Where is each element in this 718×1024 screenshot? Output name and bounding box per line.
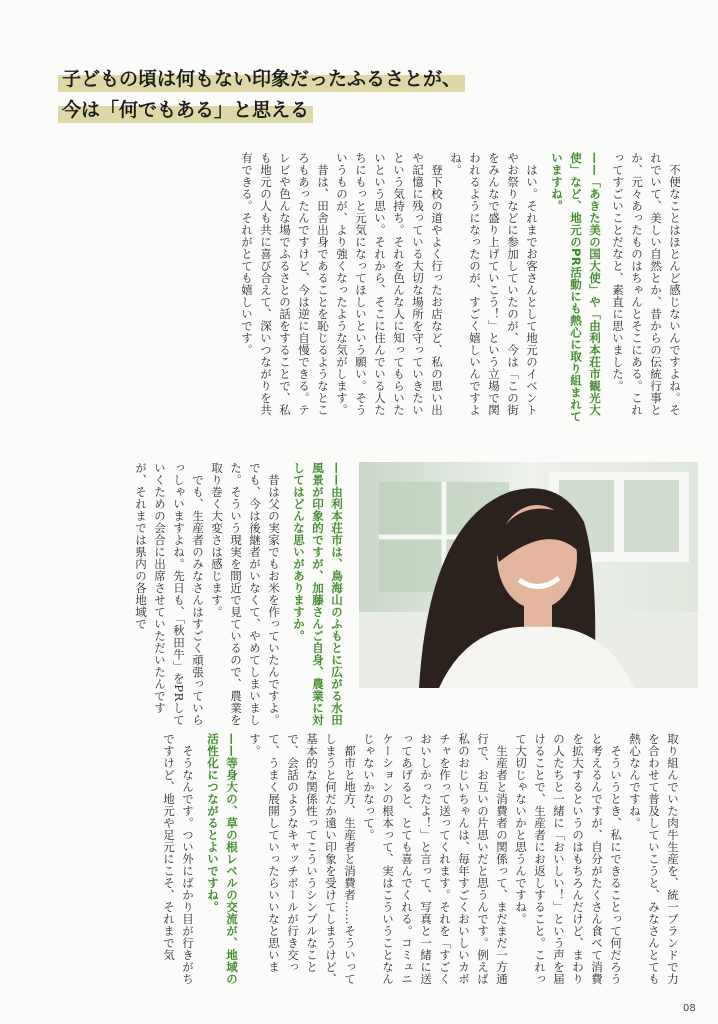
lower-paragraph: そういうとき、私にできることって何だろうと考えるんですが、自分がたくさん食べて消費を拡大するというのはもちろんだけど、まわりの人たちと一緒に「おいしい！」という声を届けることで、生産者にお返しすること。これって大切じゃないかと思うんですね。 xyxy=(514,733,623,985)
upper-paragraph: はい。それまでお客さんとして地元のイベントやお祭りなどに参加していたのが、今は「この街をみんなで盛り上げていこう！」という立場で関われるようになったのが、すごく嬉しいんですよね。 xyxy=(449,152,539,416)
upper-paragraph: 登下校の道やよく行ったお店など、私の思い出や記憶に残っている大切な場所を守っていきたいという気持ち。それを色んな人に知ってもらいたいという思い。それから、そこに住んでいる人たちにもっと元気になってほしいという願い。そういうものが、より強くなったような気がします。 xyxy=(335,152,444,416)
lower-paragraph: 取り組んでいた肉牛生産を、統一ブランドで力を合わせて普及していこうと、みなさんとても熱心なんですね。 xyxy=(628,733,680,985)
upper-paragraph: 不便なことはほとんど感じないんですよね。それでいて、美しい自然とか、昔からの伝統行事とか、元々あったものはちゃんとそこにある。これってすごいことだなと、素直に思いました。 xyxy=(611,152,682,416)
upper-text-column xyxy=(70,152,684,424)
lower-paragraph: 都市と地方、生産者と消費者……そういってしまうと何だか遠い印象を受けてしまうけど、基本的な関係性ってこういうシンプルなことで、会話のようなキャッチボールが行き交って、うまく展開していったらいいなと思います。 xyxy=(248,733,357,985)
middle-paragraph: 昔は父の実家でもお米を作っていたんですよ。でも、今は後継者がいなくて、やめてしまいました。そういう現実を間近で見ているので、農業を取り巻く大変さは感じます。 xyxy=(210,462,281,726)
lower-text-column xyxy=(150,733,682,995)
portrait-photo xyxy=(359,462,698,688)
interview-question: ——由利本荘市は、鳥海山のふもとに広がる水田風景が印象的ですが、加藤さんご自身、農業に対してはどんな思いがありますか。 xyxy=(292,462,344,726)
lower-paragraph: そうなんです。つい外にばかり目が行きがちですけど、地元や足元にこそ、それまで気 xyxy=(162,733,195,985)
headline-line-2: 今は「何でもある」と思える xyxy=(58,97,313,123)
page-number: 08 xyxy=(683,1003,696,1014)
lower-paragraph: 生産者と消費者の関係って、まだまだ一方通行で、お互いの片思いだと思うんです。例えば私のおじいちゃんは、毎年すごくおいしいカボチャを作って送ってくれます。それを「すごくおいしかったよ！」と言って、写真と一緒に送ってあげると、とても喜んでくれる。コミュニケーションの根本って、実はこういうことなんじゃないかなって。 xyxy=(362,733,509,985)
headline-line-1: 子どもの頃は何もない印象だったふるさとが、 xyxy=(58,66,465,92)
middle-text-column xyxy=(80,462,350,730)
middle-paragraph: でも、生産者のみなさんはすごく頑張っていらっしゃいますよね。先日も、「秋田牛」をPRしていくための会合に出席させていただいたんですが、それまでは県内の各地域で xyxy=(134,462,205,726)
portrait-illustration xyxy=(359,462,698,688)
upper-paragraph: 昔は、田舎出身であることを恥じるようなところもあったんですけど、今は逆に自慢できる。テレビや色んな場でふるさとの話をすることで、私も地元の人も共に喜び合えて、深いつながりを共有できる。それがとても嬉しいです。 xyxy=(240,152,330,416)
interview-question: ——等身大の、草の根レベルの交流が、地域の活性化につながるとよいですね。 xyxy=(206,733,239,985)
interview-question: ——「あきた美の国大使」や「由利本荘市観光大使」など、地元のPR活動にも熱心に取り組まれていますね。 xyxy=(550,152,602,423)
